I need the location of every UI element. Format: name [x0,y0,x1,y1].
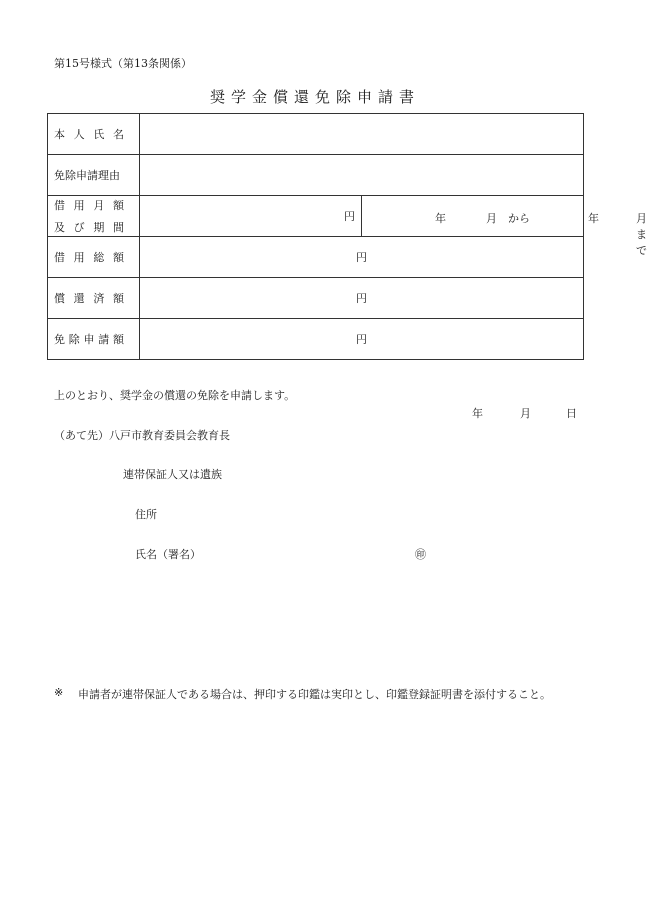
address-label: 住所 [135,508,157,521]
addressee: （あて先）八戸市教育委員会教育長 [54,429,230,442]
monthly-amount-field[interactable]: 円 [140,196,362,237]
date-month: 月 [520,407,531,420]
form-number: 第15号様式（第13条関係） [54,57,192,70]
date-day: 日 [566,407,577,420]
date-year: 年 [472,407,483,420]
table-row [48,278,584,319]
table-row [48,114,584,155]
table-row [48,319,584,360]
table-row [48,237,584,278]
label-repaid-amount: 償 還 済 額 [48,278,140,319]
label-monthly-amount-period: 借 用 月 額 及 び 期 間 [48,196,140,237]
exemption-amount-field[interactable]: 円 [140,319,584,360]
table-row [48,155,584,196]
repaid-amount-field[interactable]: 円 [140,278,584,319]
note-mark: ※ [54,686,64,699]
guarantor-label: 連帯保証人又は遺族 [123,468,222,481]
signature-name-label: 氏名（署名） [135,548,201,561]
total-borrowed-field[interactable]: 円 [140,237,584,278]
applicant-name-field[interactable] [140,114,584,155]
application-table [47,113,647,360]
label-applicant-name: 本 人 氏 名 [48,114,140,155]
note-text: 申請者が連帯保証人である場合は、押印する印鑑は実印とし、印鑑登録証明書を添付すること。 [78,688,551,701]
borrowing-period-field[interactable]: 年 月 から 年 月まで [362,196,584,237]
label-reason: 免除申請理由 [48,155,140,196]
label-total-borrowed: 借 用 総 額 [48,237,140,278]
reason-field[interactable] [140,155,584,196]
table-row [48,196,584,237]
application-statement: 上のとおり、奨学金の償還の免除を申請します。 [54,389,296,402]
seal-mark: ㊞ [415,548,426,561]
label-exemption-amount: 免 除 申 請 額 [48,319,140,360]
page-title: 奨学金償還免除申請書 [209,88,420,106]
